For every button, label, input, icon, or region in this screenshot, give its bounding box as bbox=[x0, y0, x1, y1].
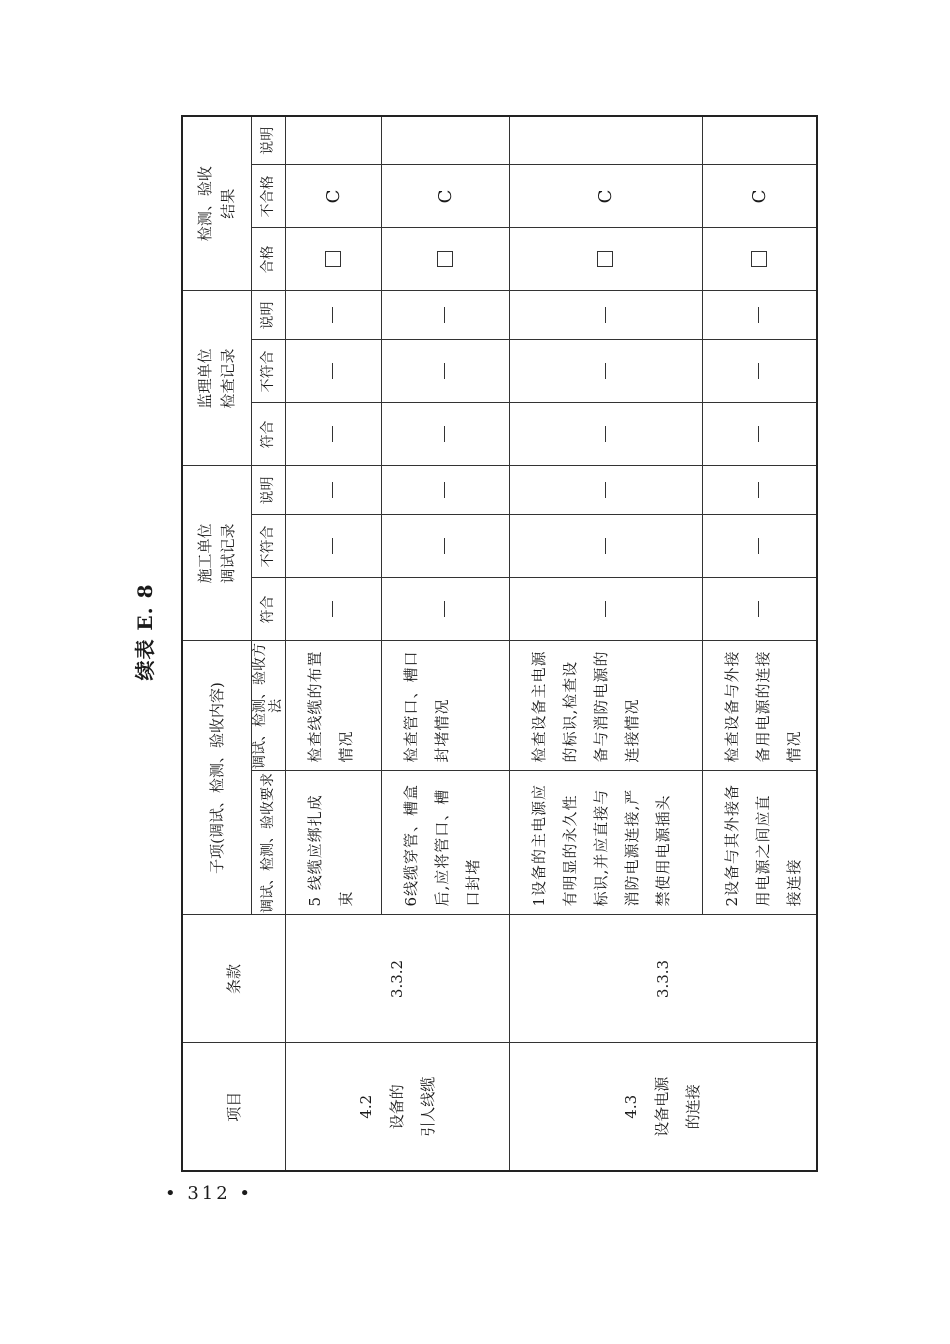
checkbox-icon[interactable] bbox=[751, 251, 767, 267]
construction-conform bbox=[382, 578, 510, 641]
supervision-nonconform bbox=[703, 340, 817, 403]
result-note bbox=[382, 116, 510, 165]
header-note: 说明 bbox=[251, 116, 286, 165]
checkbox-icon[interactable] bbox=[325, 251, 341, 267]
dash-mark bbox=[444, 307, 445, 323]
dash-mark bbox=[605, 426, 606, 442]
construction-nonconform bbox=[703, 515, 817, 578]
dash-mark bbox=[605, 539, 606, 555]
result-fail[interactable] bbox=[703, 165, 817, 228]
header-method: 调试、检测、验收方法 bbox=[251, 643, 285, 769]
dash-mark bbox=[758, 539, 759, 555]
header-pass: 合格 bbox=[251, 228, 286, 291]
method-cell: 检查设备与外接备用电源的连接情况 bbox=[703, 641, 817, 771]
result-fail-mark: C bbox=[748, 189, 770, 204]
result-note bbox=[510, 116, 703, 165]
clause-cell: 3.3.3 bbox=[510, 915, 817, 1043]
supervision-note bbox=[286, 291, 382, 340]
construction-nonconform bbox=[510, 515, 703, 578]
result-fail-mark: C bbox=[595, 189, 617, 204]
dash-mark bbox=[444, 482, 445, 498]
table-row bbox=[286, 116, 382, 1171]
construction-note bbox=[510, 466, 703, 515]
result-fail[interactable] bbox=[286, 165, 382, 228]
result-note bbox=[703, 116, 817, 165]
dash-mark bbox=[332, 602, 333, 618]
requirement-cell: 2设备与其外接备用电源之间应直接连接 bbox=[703, 771, 817, 915]
header-requirement: 调试、检测、验收要求 bbox=[251, 771, 286, 915]
table-title: 续表 E. 8 bbox=[133, 583, 157, 681]
construction-note bbox=[382, 466, 510, 515]
construction-nonconform bbox=[286, 515, 382, 578]
result-pass[interactable] bbox=[703, 228, 817, 291]
dash-mark bbox=[758, 426, 759, 442]
construction-conform bbox=[510, 578, 703, 641]
dash-mark bbox=[758, 363, 759, 379]
dash-mark bbox=[444, 602, 445, 618]
checkbox-icon[interactable] bbox=[437, 251, 453, 267]
dash-mark bbox=[758, 602, 759, 618]
dash-mark bbox=[332, 426, 333, 442]
header-conform: 符合 bbox=[251, 578, 286, 641]
result-fail[interactable] bbox=[382, 165, 510, 228]
result-pass[interactable] bbox=[382, 228, 510, 291]
result-fail-mark: C bbox=[322, 189, 344, 204]
result-fail[interactable] bbox=[510, 165, 703, 228]
header-supervision-group: 监理单位 检查记录 bbox=[182, 291, 251, 466]
project-cell: 4.2 设备的 引人线缆 bbox=[286, 1043, 510, 1171]
header-project: 项目 bbox=[182, 1043, 286, 1171]
construction-conform bbox=[703, 578, 817, 641]
result-fail-mark: C bbox=[434, 189, 456, 204]
checkbox-icon[interactable] bbox=[597, 251, 613, 267]
supervision-conform bbox=[703, 403, 817, 466]
dash-mark bbox=[332, 482, 333, 498]
clause-cell: 3.3.2 bbox=[286, 915, 510, 1043]
result-note bbox=[286, 116, 382, 165]
result-pass[interactable] bbox=[510, 228, 703, 291]
requirement-cell: 1设备的主电源应有明显的永久性标识,并应直接与消防电源连接,严禁使用电源插头 bbox=[510, 771, 703, 915]
dash-mark bbox=[332, 307, 333, 323]
construction-note bbox=[703, 466, 817, 515]
construction-nonconform bbox=[382, 515, 510, 578]
dash-mark bbox=[444, 426, 445, 442]
dash-mark bbox=[605, 363, 606, 379]
rotated-table-page bbox=[133, 126, 809, 1172]
header-clause: 条款 bbox=[182, 915, 286, 1043]
dash-mark bbox=[444, 539, 445, 555]
supervision-nonconform bbox=[286, 340, 382, 403]
method-cell: 检查线缆的布置情况 bbox=[286, 641, 382, 771]
header-note: 说明 bbox=[251, 466, 286, 515]
supervision-conform bbox=[286, 403, 382, 466]
supervision-note bbox=[382, 291, 510, 340]
page-number: • 312 • bbox=[165, 1183, 254, 1204]
dash-mark bbox=[332, 539, 333, 555]
header-fail: 不合格 bbox=[251, 165, 286, 228]
header-note: 说明 bbox=[251, 291, 286, 340]
dash-mark bbox=[444, 363, 445, 379]
dash-mark bbox=[605, 307, 606, 323]
construction-conform bbox=[286, 578, 382, 641]
header-nonconform: 不符合 bbox=[251, 340, 286, 403]
supervision-nonconform bbox=[510, 340, 703, 403]
method-cell: 检查设备主电源的标识,检查设备与消防电源的连接情况 bbox=[510, 641, 703, 771]
method-cell: 检查管口、槽口封堵情况 bbox=[382, 641, 510, 771]
table-row bbox=[510, 116, 703, 1171]
header-construction-group: 施工单位 调试记录 bbox=[182, 466, 251, 641]
header-result-group: 检测、验收 结果 bbox=[182, 116, 251, 291]
header-row-1 bbox=[182, 116, 251, 1171]
dash-mark bbox=[758, 482, 759, 498]
supervision-conform bbox=[510, 403, 703, 466]
result-pass[interactable] bbox=[286, 228, 382, 291]
supervision-note bbox=[510, 291, 703, 340]
supervision-note bbox=[703, 291, 817, 340]
header-nonconform: 不符合 bbox=[251, 515, 286, 578]
requirement-cell: 5 线缆应绑扎成束 bbox=[286, 771, 382, 915]
header-conform: 符合 bbox=[251, 403, 286, 466]
supervision-nonconform bbox=[382, 340, 510, 403]
dash-mark bbox=[605, 482, 606, 498]
dash-mark bbox=[758, 307, 759, 323]
header-subitem-group: 子项(调试、检测、验收内容) bbox=[182, 641, 251, 915]
dash-mark bbox=[605, 602, 606, 618]
dash-mark bbox=[332, 363, 333, 379]
construction-note bbox=[286, 466, 382, 515]
supervision-conform bbox=[382, 403, 510, 466]
requirement-cell: 6线缆穿管、槽盒后,应将管口、槽口封堵 bbox=[382, 771, 510, 915]
inspection-table bbox=[181, 115, 818, 1172]
project-cell: 4.3 设备电源 的连接 bbox=[510, 1043, 817, 1171]
